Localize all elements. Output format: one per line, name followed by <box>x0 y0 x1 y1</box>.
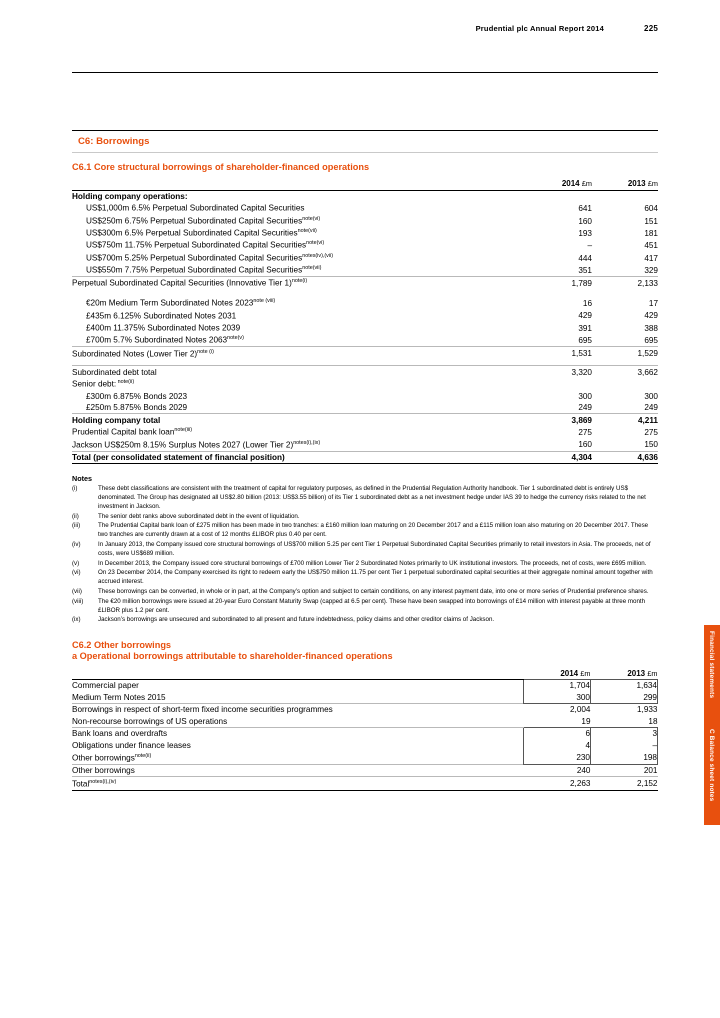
table-row: Jackson US$250m 8.15% Surplus Notes 2027 (Lower Tier 2)$^{notes(i),(ix)}$ 160 150 <box>72 439 658 450</box>
group-title: Holding company operations: <box>72 190 526 202</box>
table-row: US$750m 11.75% Perpetual Subordinated Capital Securities$^{note(vi)}$ – 451 <box>86 240 658 251</box>
table-row: Bank loans and overdrafts 6 3 <box>72 729 657 739</box>
table-header-row <box>72 178 658 190</box>
table-row: US$700m 5.25% Perpetual Subordinated Capital Securities$^{notes(iv),(vii)}$ 444 417 <box>86 252 658 263</box>
table-header-row <box>72 667 658 679</box>
note-item: (iii) The Prudential Capital bank loan of £275 million has been made in two tranches: a £160 million loan maturing on 20 December 2017 and a £115 million loan also maturing on 20 December 2017. These two tranches are currently drawn at a cost of 12 months £LIBOR plus 0.40 per cent. <box>72 522 649 539</box>
note-item: (viii) The €20 million borrowings were issued at 20-year Euro Constant Maturity Swap (capped at 6.5 per cent). These have been swapped into borrowings of £14 million with interest payable at three month £LIBOR plus 1.2 per cent. <box>72 597 646 614</box>
table-row: Prudential Capital bank loan$^{note(iii)}$ 275 275 <box>72 427 658 438</box>
note-item: (v) In December 2013, the Company issued core structural borrowings of £700 million Lower Tier 2 Subordinated Notes primarily to UK institutional investors. The proceeds, net of costs, were £695 million. <box>72 559 647 567</box>
column-header-2013: 2013 £m <box>627 179 658 189</box>
table-row: Other borrowings$^{note(ii)}$ 230 198 <box>72 752 657 763</box>
table-row: £250m 5.875% Bonds 2029 249 249 <box>86 403 658 413</box>
side-tab-label-balance-sheet-notes: C Balance sheet notes <box>708 729 715 802</box>
column-header-2014: 2014 £m <box>561 179 592 189</box>
table-total-row: Total$^{notes(i),(iv)}$ 2,263 2,152 <box>72 778 658 789</box>
table-subtotal-row: Subordinated Notes (Lower Tier 2)$^{note (i)}$ 1,531 1,529 <box>72 348 658 359</box>
table-subtotal-row: Holding company total 3,869 4,211 <box>72 415 658 425</box>
table-row: £300m 6.875% Bonds 2023 300 300 <box>86 391 658 401</box>
page-header <box>72 24 658 33</box>
table-row: Medium Term Notes 2015 300 299 <box>72 692 657 702</box>
table-row: €20m Medium Term Subordinated Notes $2023^{note (viii)}$ 16 17 <box>86 298 658 309</box>
table-row: US$550m 7.75% Perpetual Subordinated Capital Securities$^{note(vii)}$ 351 329 <box>86 265 658 275</box>
section-heading: C6: Borrowings <box>72 130 658 153</box>
table-row: US$250m 6.75% Perpetual Subordinated Capital Securities$^{note(vi)}$ 160 151 <box>86 215 658 226</box>
section-side-tab <box>704 625 720 825</box>
note-item: (i) These debt classifications are consistent with the treatment of capital for regulatory purposes, as defined in the Prudential Regulation Authority handbook. Tier 1 subordinated debt is entirely US$ denominated. The Group has designated all US$2.80 billion (2013: US$3.55 billion) of its Tier 1 subordinated debt as a net investment hedge under IAS 39 to hedge the currency risks related to the net investment in Jackson. <box>72 485 646 510</box>
table-subtotal-row: Perpetual Subordinated Capital Securities (Innovative Tier 1)$^{note(i)}$ 1,789 2,133 <box>72 278 658 289</box>
table-row: Non-recourse borrowings of US operations 19 18 <box>72 716 658 726</box>
table-row: Senior debt: $^{note(ii)}$ <box>72 379 135 389</box>
core-borrowings-table <box>72 178 658 464</box>
table-row: £700m 5.7% Subordinated Notes $2063^{note(v)}$ 695 695 <box>86 335 658 346</box>
section-subheading: C6.1 Core structural borrowings of shareholder-financed operations <box>72 162 370 172</box>
table-row: £435m 6.125% Subordinated Notes 2031 429 429 <box>86 311 658 321</box>
column-header-2013: 2013 £m <box>627 668 658 678</box>
header-divider <box>72 72 658 73</box>
table-row: Obligations under finance leases 4 – <box>72 741 657 751</box>
table-row: US$300m 6.5% Perpetual Subordinated Capital Securities$^{note(vii)}$ 193 181 <box>86 228 658 238</box>
page-number: 225 <box>644 24 658 33</box>
other-borrowings-table <box>72 667 658 790</box>
table-row: Commercial paper 1,704 1,634 <box>72 681 657 691</box>
header-title: Prudential plc Annual Report 2014 <box>475 24 605 33</box>
note-item: (vii) These borrowings can be converted, in whole or in part, at the Company’s option and subject to certain conditions, on any interest payment date, into one or more series of Prudential preference shares. <box>72 588 649 596</box>
note-item: (iv) In January 2013, the Company issued core structural borrowings of US$700 million 5.25 per cent Tier 1 Perpetual Subordinated Capital Securities primarily to retail investors in Asia. The proceeds, net of costs, were US$689 million. <box>72 541 651 557</box>
note-item: (ix) Jackson’s borrowings are unsecured and subordinated to all present and future indebtedness, policy claims and other creditor claims of Jackson. <box>72 616 495 624</box>
notes-list <box>72 485 658 625</box>
table-row <box>72 190 658 202</box>
table-row: Borrowings in respect of short-term fixed income securities programmes 2,004 1,933 <box>72 705 658 715</box>
column-header-2014: 2014 £m <box>560 668 591 678</box>
note-item: (vi) On 23 December 2014, the Company exercised its right to redeem early the US$750 million 11.75 per cent Tier 1 perpetual subordinated capital securities at their aggregate nominal amount together with accrued interest. <box>72 569 653 586</box>
table-subtotal-row: Subordinated debt total 3,320 3,662 <box>72 367 658 377</box>
note-item: (ii) The senior debt ranks above subordinated debt in the event of liquidation. <box>72 512 300 520</box>
section2-heading: C6.2 Other borrowings <box>72 640 172 651</box>
section2-subheading: a Operational borrowings attributable to shareholder-financed operations <box>72 651 393 662</box>
table-row: £400m 11.375% Subordinated Notes 2039 391 388 <box>86 323 658 333</box>
notes-title: Notes <box>72 474 92 484</box>
side-tab-label-financial-statements: Financial statements <box>708 631 715 699</box>
main-content <box>72 130 658 791</box>
table-row: Other borrowings 240 201 <box>72 766 658 775</box>
table-row: US$1,000m 6.5% Perpetual Subordinated Capital Securities 641 604 <box>86 204 658 214</box>
table-total-row: Total (per consolidated statement of financial position) 4,304 4,636 <box>72 452 658 462</box>
